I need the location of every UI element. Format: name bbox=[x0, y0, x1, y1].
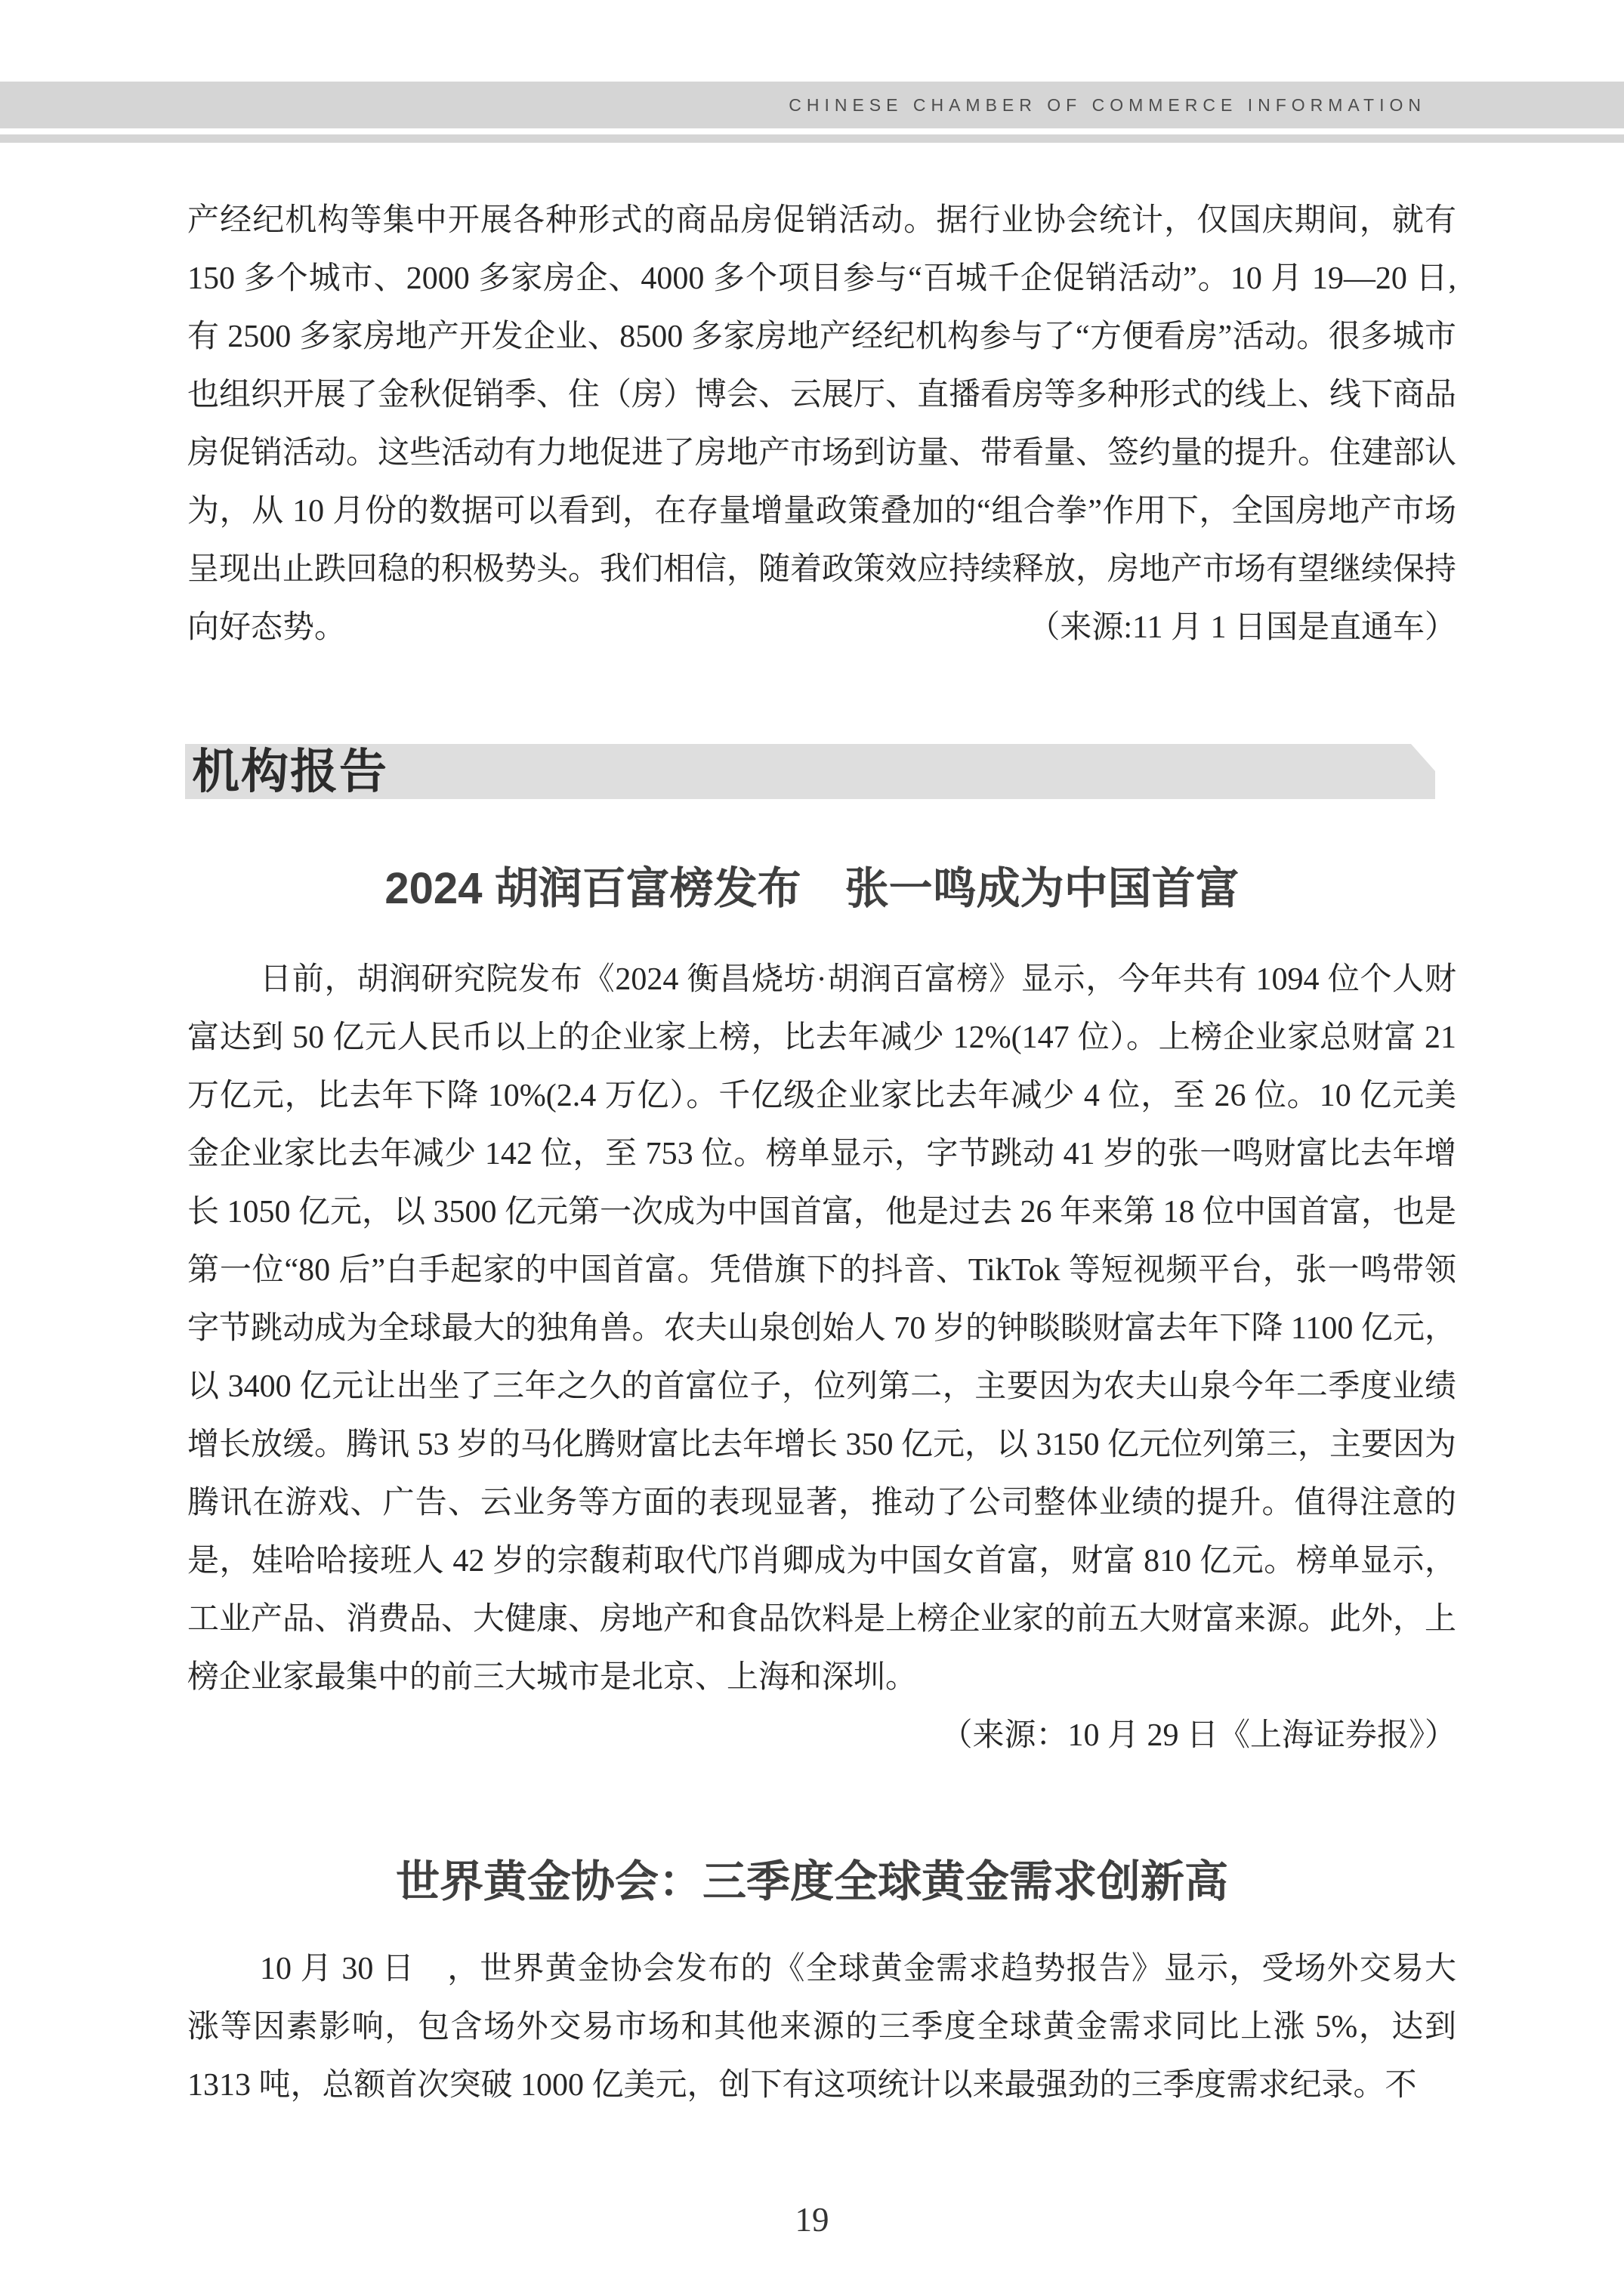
page-number: 19 bbox=[795, 2201, 829, 2239]
paragraph-gold bbox=[187, 1940, 1456, 2115]
paragraph-gold-text: 10 月 30 日 ，世界黄金协会发布的《全球黄金需求趋势报告》显示，受场外交易大涨等因素影响，包含场外交易市场和其他来源的三季度全球黄金需求同比上涨 5%，达到 1313 吨，总额首次突破 1000 亿美元，创下有这项统计以来最强劲的三季度需求纪录。不 bbox=[187, 1952, 1456, 2103]
hurun-source-citation: （来源：10 月 29 日《上海证券报》） bbox=[940, 1718, 1456, 1753]
housing-source-citation: （来源:11 月 1 日国是直通车） bbox=[1028, 610, 1456, 645]
header-accent-bar bbox=[0, 134, 1624, 143]
paragraph-housing-continuation bbox=[187, 192, 1456, 657]
paragraph-housing-text: 产经纪机构等集中开展各种形式的商品房促销活动。据行业协会统计，仅国庆期间，就有 150 多个城市、2000 多家房企、4000 多个项目参与“百城千企促销活动”。10 月 19—20 日,有 2500 多家房地产开发企业、8500 多家房地产经纪机构参与了“方便看房”活动。很多城市也组织开展了金秋促销季、住（房）博会、云展厅、直播看房等多种形式的线上、线下商品房促销活动。这些活动有力地促进了房地产市场到访量、带看量、签约量的提升。住建部认为，从 10 月份的数据可以看到，在存量增量政策叠加的“组合拳”作用下，全国房地产市场呈现出止跌回稳的积极势头。我们相信，随着政策效应持续释放，房地产市场有望继续保持向好态势。 bbox=[187, 203, 1457, 645]
header-bar bbox=[0, 82, 1624, 128]
article-title-gold: 世界黄金协会：三季度全球黄金需求创新高 bbox=[395, 1857, 1228, 1906]
section-banner-label: 机构报告 bbox=[192, 745, 388, 798]
article-title-hurun: 2024 胡润百富榜发布 张一鸣成为中国首富 bbox=[384, 864, 1240, 913]
header-banner-text: CHINESE CHAMBER OF COMMERCE INFORMATION bbox=[789, 95, 1426, 115]
paragraph-hurun bbox=[187, 951, 1456, 1765]
paragraph-hurun-text: 日前，胡润研究院发布《2024 衡昌烧坊·胡润百富榜》显示，今年共有 1094 位个人财富达到 50 亿元人民币以上的企业家上榜，比去年减少 12%(147 位）。上榜企业家总财富 21 万亿元，比去年下降 10%(2.4 万亿）。千亿级企业家比去年减少 4 位，至 26 位。10 亿元美金企业家比去年减少 142 位，至 753 位。榜单显示，字节跳动 41 岁的张一鸣财富比去年增长 1050 亿元，以 3500 亿元第一次成为中国首富，他是过去 26 年来第 18 位中国首富，也是第一位“80 后”白手起家的中国首富。凭借旗下的抖音、TikTok 等短视频平台，张一鸣带领字节跳动成为全球最大的独角兽。农夫山泉创始人 70 岁的钟睒睒财富去年下降 1100 亿元，以 3400 亿元让出坐了三年之久的首富位子，位列第二，主要因为农夫山泉今年二季度业绩增长放缓。腾讯 53 岁的马化腾财富比去年增长 350 亿元，以 3150 亿元位列第三，主要因为腾讯在游戏、广告、云业务等方面的表现显著，推动了公司整体业绩的提升。值得注意的是，娃哈哈接班人 42 岁的宗馥莉取代邝肖卿成为中国女首富，财富 810 亿元。榜单显示，工业产品、消费品、大健康、房地产和食品饮料是上榜企业家的前五大财富来源。此外，上榜企业家最集中的前三大城市是北京、上海和深圳。 bbox=[187, 962, 1457, 1695]
